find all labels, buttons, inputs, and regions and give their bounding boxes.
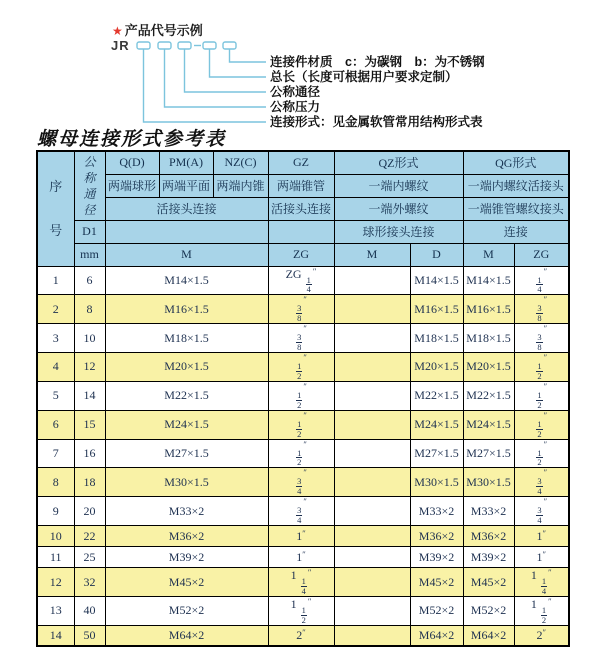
- cell-qg-m: M27×1.5: [463, 439, 514, 468]
- nut-connection-table: [36, 150, 570, 647]
- union-connection-label-gz: 活接头连接: [268, 197, 334, 220]
- cell-dn: 14: [74, 381, 105, 410]
- table-row: [37, 439, 569, 468]
- unit-mm-header: mm: [74, 243, 105, 266]
- cell-qg-zg: $\frac{3}{8}$ ″: [514, 324, 569, 353]
- code-box: [203, 42, 216, 49]
- cell-qg-m: M14×1.5: [463, 266, 514, 295]
- cell-seq: 9: [37, 497, 74, 526]
- connector-line: [165, 49, 267, 107]
- connector-line: [144, 49, 267, 122]
- unit-qz-m-header: M: [334, 243, 410, 266]
- cell-m: M45×2: [105, 568, 268, 597]
- cell-qg-m: M16×1.5: [463, 295, 514, 324]
- cell-qz-m: [334, 295, 410, 324]
- col-header-qz: QZ形式: [334, 151, 463, 174]
- cell-seq: 1: [37, 266, 74, 295]
- table-row: [37, 568, 569, 597]
- cell-qg-m: M24×1.5: [463, 410, 514, 439]
- cell-qz-m: [334, 353, 410, 382]
- cell-qg-zg: $\frac{3}{8}$ ″: [514, 295, 569, 324]
- col-subheader-qg-1: 一端内螺纹活接头: [463, 174, 569, 197]
- cell-qz-d: M18×1.5: [410, 324, 463, 353]
- cell-zg: $\frac{3}{8}$ ″: [268, 324, 334, 353]
- code-box: [178, 42, 191, 49]
- cell-qg-zg: 1 $\frac{1}{2}$ ″: [514, 596, 569, 625]
- cell-seq: 12: [37, 568, 74, 597]
- cell-qg-m: M20×1.5: [463, 353, 514, 382]
- cell-qz-m: [334, 266, 410, 295]
- cell-qz-d: M36×2: [410, 526, 463, 547]
- cell-seq: 2: [37, 295, 74, 324]
- code-label-diameter: 公称通径: [270, 85, 321, 99]
- code-box: [223, 42, 236, 49]
- cell-zg: $\frac{1}{2}$ ″: [268, 439, 334, 468]
- cell-qz-d: M39×2: [410, 547, 463, 568]
- cell-qg-zg: 2″: [514, 625, 569, 646]
- table-row: [37, 353, 569, 382]
- cell-qz-m: [334, 547, 410, 568]
- cell-qg-zg: $\frac{3}{4}$ ″: [514, 468, 569, 497]
- col-subheader-qg-3: 连接: [463, 220, 569, 243]
- cell-zg: ZG $\frac{1}{4}$ ″: [268, 266, 334, 295]
- col-header-seq: 序 号: [37, 151, 74, 266]
- empty-header-cell: [268, 220, 334, 243]
- star-icon: ★: [112, 24, 123, 38]
- cell-m: M16×1.5: [105, 295, 268, 324]
- cell-m: M27×1.5: [105, 439, 268, 468]
- table-row: [37, 596, 569, 625]
- cell-qg-zg: $\frac{1}{4}$ ″: [514, 266, 569, 295]
- cell-qz-d: M22×1.5: [410, 381, 463, 410]
- cell-qg-zg: $\frac{1}{2}$ ″: [514, 410, 569, 439]
- connector-line: [210, 49, 267, 77]
- code-prefix: JR: [111, 38, 130, 53]
- col-subheader-qz-2: 一端外螺纹: [334, 197, 463, 220]
- table-row: [37, 526, 569, 547]
- cell-qg-zg: 1″: [514, 526, 569, 547]
- cell-zg: 1 $\frac{1}{4}$ ″: [268, 568, 334, 597]
- col-subheader-q: 两端球形: [105, 174, 159, 197]
- code-label-pressure: 公称压力: [270, 100, 321, 114]
- cell-qg-zg: 1″: [514, 547, 569, 568]
- d1-header: D1: [74, 220, 105, 243]
- cell-zg: 1″: [268, 526, 334, 547]
- cell-seq: 13: [37, 596, 74, 625]
- cell-seq: 11: [37, 547, 74, 568]
- cell-dn: 50: [74, 625, 105, 646]
- cell-m: M30×1.5: [105, 468, 268, 497]
- cell-qg-m: M18×1.5: [463, 324, 514, 353]
- unit-m-header: M: [105, 243, 268, 266]
- cell-dn: 16: [74, 439, 105, 468]
- cell-qz-d: M24×1.5: [410, 410, 463, 439]
- cell-seq: 8: [37, 468, 74, 497]
- cell-seq: 7: [37, 439, 74, 468]
- cell-seq: 10: [37, 526, 74, 547]
- cell-qg-zg: $\frac{3}{4}$ ″: [514, 497, 569, 526]
- cell-qz-m: [334, 381, 410, 410]
- cell-qg-m: M33×2: [463, 497, 514, 526]
- cell-qz-m: [334, 526, 410, 547]
- table-body: [37, 266, 569, 646]
- cell-zg: 1″: [268, 547, 334, 568]
- cell-zg: $\frac{1}{2}$ ″: [268, 410, 334, 439]
- cell-qz-d: M52×2: [410, 596, 463, 625]
- table-row: [37, 410, 569, 439]
- cell-dn: 12: [74, 353, 105, 382]
- cell-qz-m: [334, 568, 410, 597]
- cell-qg-zg: $\frac{1}{2}$ ″: [514, 381, 569, 410]
- cell-qg-m: M22×1.5: [463, 381, 514, 410]
- cell-qz-m: [334, 468, 410, 497]
- col-header-dn: 公 称 通 径: [74, 151, 105, 220]
- cell-dn: 25: [74, 547, 105, 568]
- cell-dn: 6: [74, 266, 105, 295]
- cell-zg: 2″: [268, 625, 334, 646]
- cell-m: M18×1.5: [105, 324, 268, 353]
- empty-header-cell: [105, 220, 268, 243]
- cell-qz-m: [334, 596, 410, 625]
- cell-m: M22×1.5: [105, 381, 268, 410]
- cell-seq: 6: [37, 410, 74, 439]
- cell-qz-d: M33×2: [410, 497, 463, 526]
- unit-qg-zg-header: ZG: [514, 243, 569, 266]
- code-label-connection: 连接形式：见金属软管常用结构形式表: [270, 115, 483, 129]
- unit-qz-d-header: D: [410, 243, 463, 266]
- cell-dn: 40: [74, 596, 105, 625]
- connector-line: [185, 49, 267, 92]
- code-label-material: 连接件材质 c：为碳钢 b：为不锈钢: [270, 55, 485, 69]
- col-subheader-qz-1: 一端内螺纹: [334, 174, 463, 197]
- cell-seq: 3: [37, 324, 74, 353]
- col-header-nz: NZ(C): [213, 151, 268, 174]
- cell-qz-m: [334, 410, 410, 439]
- table-row: [37, 324, 569, 353]
- table-row: [37, 497, 569, 526]
- cell-zg: $\frac{1}{2}$ ″: [268, 381, 334, 410]
- table-row: [37, 266, 569, 295]
- col-subheader-pm: 两端平面: [159, 174, 213, 197]
- table-row: [37, 625, 569, 646]
- col-header-gz: GZ: [268, 151, 334, 174]
- code-box: [158, 42, 171, 49]
- cell-qz-d: M27×1.5: [410, 439, 463, 468]
- cell-seq: 14: [37, 625, 74, 646]
- table-row: [37, 381, 569, 410]
- cell-qg-zg: $\frac{1}{2}$ ″: [514, 439, 569, 468]
- union-connection-label: 活接头连接: [105, 197, 268, 220]
- cell-qg-m: M45×2: [463, 568, 514, 597]
- cell-qz-d: M20×1.5: [410, 353, 463, 382]
- connector-line: [230, 49, 267, 62]
- cell-dn: 8: [74, 295, 105, 324]
- cell-qz-d: M45×2: [410, 568, 463, 597]
- cell-dn: 20: [74, 497, 105, 526]
- cell-zg: $\frac{3}{8}$ ″: [268, 295, 334, 324]
- cell-m: M36×2: [105, 526, 268, 547]
- unit-qg-m-header: M: [463, 243, 514, 266]
- cell-qz-m: [334, 625, 410, 646]
- cell-qz-d: M30×1.5: [410, 468, 463, 497]
- table-row: [37, 547, 569, 568]
- cell-dn: 15: [74, 410, 105, 439]
- table-title: 螺母连接形式参考表: [37, 129, 227, 150]
- cell-qg-m: M30×1.5: [463, 468, 514, 497]
- col-header-pm: PM(A): [159, 151, 213, 174]
- col-header-q: Q(D): [105, 151, 159, 174]
- cell-dn: 32: [74, 568, 105, 597]
- table-row: [37, 295, 569, 324]
- cell-m: M39×2: [105, 547, 268, 568]
- cell-qz-m: [334, 439, 410, 468]
- cell-dn: 22: [74, 526, 105, 547]
- col-header-qg: QG形式: [463, 151, 569, 174]
- cell-m: M64×2: [105, 625, 268, 646]
- cell-zg: $\frac{1}{2}$ ″: [268, 353, 334, 382]
- cell-qz-m: [334, 324, 410, 353]
- cell-qg-zg: 1 $\frac{1}{4}$ ″: [514, 568, 569, 597]
- col-subheader-qg-2: 一端锥管螺纹接头: [463, 197, 569, 220]
- code-label-length: 总长（长度可根据用户要求定制）: [270, 70, 458, 84]
- table-header: [37, 151, 569, 266]
- cell-qg-m: M36×2: [463, 526, 514, 547]
- cell-qz-d: M14×1.5: [410, 266, 463, 295]
- unit-zg-header: ZG: [268, 243, 334, 266]
- cell-zg: $\frac{3}{4}$ ″: [268, 468, 334, 497]
- cell-qz-d: M16×1.5: [410, 295, 463, 324]
- cell-qz-m: [334, 497, 410, 526]
- cell-m: M14×1.5: [105, 266, 268, 295]
- cell-qg-m: M52×2: [463, 596, 514, 625]
- cell-m: M20×1.5: [105, 353, 268, 382]
- col-subheader-gz: 两端锥管: [268, 174, 334, 197]
- cell-seq: 5: [37, 381, 74, 410]
- cell-dn: 18: [74, 468, 105, 497]
- cell-dn: 10: [74, 324, 105, 353]
- cell-qg-zg: $\frac{1}{2}$ ″: [514, 353, 569, 382]
- cell-seq: 4: [37, 353, 74, 382]
- cell-qg-m: M64×2: [463, 625, 514, 646]
- cell-qg-m: M39×2: [463, 547, 514, 568]
- cell-m: M52×2: [105, 596, 268, 625]
- col-subheader-nz: 两端内锥: [213, 174, 268, 197]
- cell-qz-d: M64×2: [410, 625, 463, 646]
- cell-zg: 1 $\frac{1}{2}$ ″: [268, 596, 334, 625]
- cell-m: M33×2: [105, 497, 268, 526]
- cell-m: M24×1.5: [105, 410, 268, 439]
- diagram-heading-text: 产品代号示例: [124, 23, 203, 38]
- table-row: [37, 468, 569, 497]
- code-box: [137, 42, 150, 49]
- col-subheader-qz-3: 球形接头连接: [334, 220, 463, 243]
- cell-zg: $\frac{3}{4}$ ″: [268, 497, 334, 526]
